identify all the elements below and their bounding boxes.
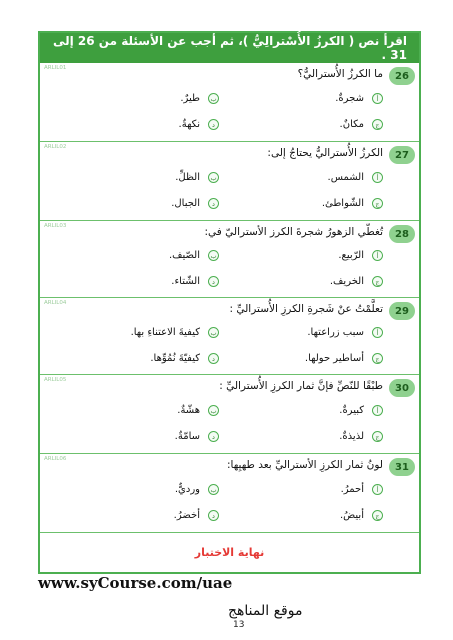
option-text: أخضرُ.	[173, 510, 200, 521]
option-b[interactable]	[180, 93, 219, 104]
option-bubble-c[interactable]: ج	[372, 431, 383, 442]
option-bubble-d[interactable]: د	[208, 276, 219, 287]
question-number-badge: 27	[389, 146, 415, 164]
option-text: شجرةٌ.	[335, 93, 364, 104]
option-b[interactable]	[177, 405, 219, 416]
question-number-badge: 28	[389, 225, 415, 243]
option-bubble-d[interactable]: د	[208, 119, 219, 130]
question-code: ARLIL03	[44, 223, 67, 229]
question-code: ARLIL01	[44, 65, 67, 71]
question-text: ما الكرزُ الأُستراليُّ؟	[297, 68, 383, 80]
question-code: ARLIL02	[44, 144, 67, 150]
exam-sheet	[38, 31, 421, 574]
question-code: ARLIL06	[44, 456, 67, 462]
option-text: كبيرةٌ.	[339, 405, 364, 416]
option-bubble-c[interactable]: ج	[372, 353, 383, 364]
option-text: كيفيةَ الاعتناءِ بها.	[130, 327, 200, 338]
question-code: ARLIL05	[44, 377, 67, 383]
option-b[interactable]	[169, 250, 219, 261]
option-text: كيفيّةَ نُمُوِّها.	[150, 353, 200, 364]
option-a[interactable]	[339, 405, 383, 416]
question-number-badge: 30	[389, 379, 415, 397]
option-bubble-d[interactable]: د	[208, 198, 219, 209]
option-text: الشمس.	[327, 172, 364, 183]
option-bubble-d[interactable]: د	[208, 431, 219, 442]
option-text: الظلِّ.	[175, 172, 200, 183]
option-a[interactable]	[338, 250, 383, 261]
option-bubble-b[interactable]: ب	[208, 327, 219, 338]
question-block	[40, 142, 419, 221]
website-url: www.syCourse.com/uae	[38, 574, 233, 592]
instruction-header: اقرأ نص ( الكرزُ الأُسْترالِيُّ )، ثم أجب عن الأسئلة من 26 إلى 31 .	[40, 33, 419, 63]
question-block	[40, 298, 419, 375]
option-text: أساطير حولها.	[304, 353, 364, 364]
question-number-badge: 29	[389, 302, 415, 320]
question-block	[40, 221, 419, 298]
question-text: تعلَّمْتُ عنْ شَجرةِ الكرزِ الأُستراليِّ :	[229, 303, 383, 315]
option-text: سبب زراعتها.	[307, 327, 364, 338]
option-text: الصّيف.	[168, 250, 200, 261]
option-d[interactable]	[174, 510, 219, 521]
option-text: هشّةٌ.	[177, 405, 200, 416]
question-text: طبْقًا للنّصِّ فإنَّ ثمار الكرزِ الأُستراليِّ :	[219, 380, 383, 392]
option-d[interactable]	[175, 431, 219, 442]
page-number: 13	[233, 620, 245, 630]
option-d[interactable]	[171, 198, 219, 209]
option-text: نكهةٌ.	[178, 119, 200, 130]
option-bubble-b[interactable]: ب	[208, 484, 219, 495]
option-c[interactable]	[340, 119, 383, 130]
question-text: لونُ ثمار الكرزِ الأستراليِّ بعد طهيِها:	[226, 459, 383, 471]
option-bubble-d[interactable]: د	[208, 353, 219, 364]
option-bubble-b[interactable]: ب	[208, 250, 219, 261]
option-text: الجبال.	[171, 198, 200, 209]
site-name: موقع المناهج	[228, 603, 303, 619]
option-bubble-a[interactable]: أ	[372, 327, 383, 338]
question-number-badge: 31	[389, 458, 415, 476]
option-bubble-a[interactable]: أ	[372, 172, 383, 183]
option-a[interactable]	[307, 327, 383, 338]
option-bubble-b[interactable]: ب	[208, 93, 219, 104]
option-bubble-c[interactable]: ج	[372, 198, 383, 209]
option-b[interactable]	[175, 484, 219, 495]
option-text: الرّبيع.	[338, 250, 364, 261]
option-c[interactable]	[305, 353, 383, 364]
question-block	[40, 454, 419, 533]
option-text: الخريف.	[329, 276, 364, 287]
option-a[interactable]	[335, 93, 383, 104]
option-text: لذيذةٌ.	[339, 431, 364, 442]
option-b[interactable]	[131, 327, 219, 338]
option-c[interactable]	[322, 198, 383, 209]
option-text: طيرٌ.	[180, 93, 200, 104]
option-bubble-a[interactable]: أ	[372, 405, 383, 416]
option-d[interactable]	[150, 353, 219, 364]
option-a[interactable]	[328, 172, 383, 183]
question-text: تُغطّي الزهورُ شجرةَ الكرز الأستراليّ في:	[204, 226, 383, 238]
question-text: الكرزُ الأُستراليُّ يحتاجُ إلى:	[267, 147, 383, 159]
question-block	[40, 375, 419, 454]
option-a[interactable]	[341, 484, 383, 495]
option-bubble-d[interactable]: د	[208, 510, 219, 521]
option-bubble-c[interactable]: ج	[372, 510, 383, 521]
option-b[interactable]	[175, 172, 219, 183]
option-bubble-a[interactable]: أ	[372, 250, 383, 261]
option-d[interactable]	[171, 276, 219, 287]
option-text: أبيضُ.	[339, 510, 364, 521]
question-number-badge: 26	[389, 67, 415, 85]
option-c[interactable]	[339, 431, 383, 442]
option-text: أحمرُ.	[340, 484, 364, 495]
option-bubble-a[interactable]: أ	[372, 484, 383, 495]
option-d[interactable]	[179, 119, 219, 130]
option-bubble-b[interactable]: ب	[208, 172, 219, 183]
option-text: الشّتاء.	[171, 276, 200, 287]
end-of-test-label: نهاية الاختبار	[194, 546, 265, 559]
option-text: الشّواطئ.	[321, 198, 364, 209]
option-text: مكانٌ.	[339, 119, 364, 130]
option-text: ورديٌّ.	[174, 484, 200, 495]
option-bubble-a[interactable]: أ	[372, 93, 383, 104]
option-bubble-c[interactable]: ج	[372, 276, 383, 287]
option-bubble-c[interactable]: ج	[372, 119, 383, 130]
option-text: سامّةٌ.	[174, 431, 200, 442]
option-c[interactable]	[340, 510, 383, 521]
question-block	[40, 63, 419, 142]
question-code: ARLIL04	[44, 300, 67, 306]
option-c[interactable]	[330, 276, 383, 287]
option-bubble-b[interactable]: ب	[208, 405, 219, 416]
